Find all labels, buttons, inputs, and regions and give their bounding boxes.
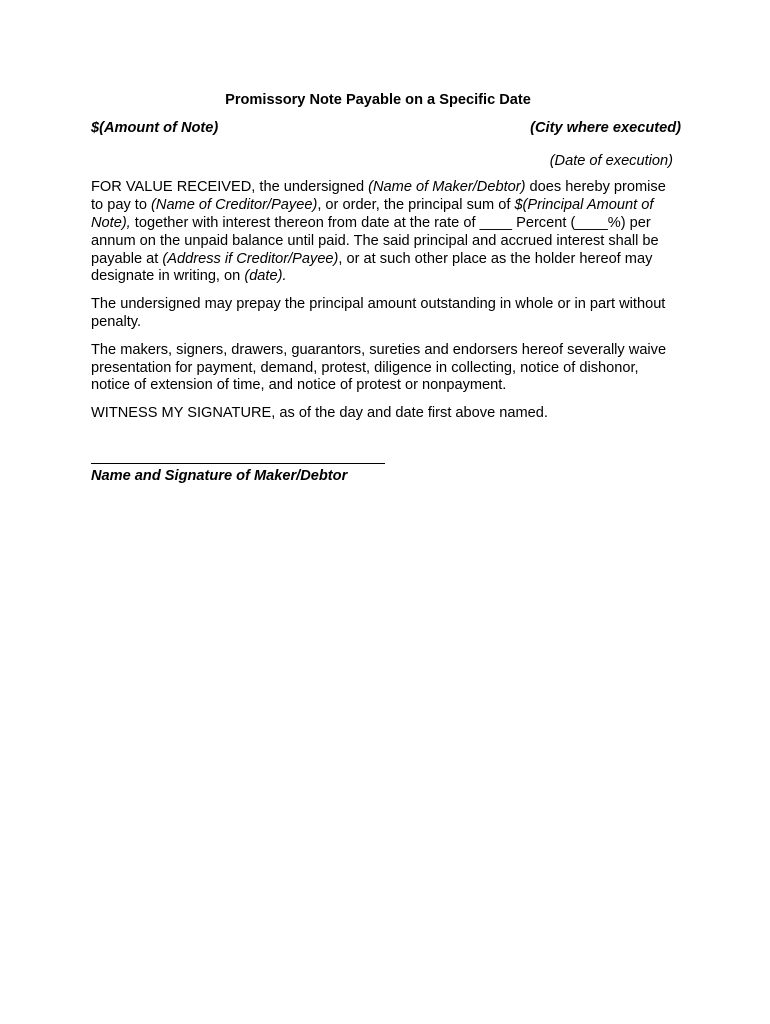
maker-debtor-name-placeholder: (Name of Maker/Debtor)	[368, 179, 526, 196]
amount-of-note-label: $(Amount of Note)	[91, 119, 219, 136]
document-page	[91, 92, 681, 486]
signature-line	[91, 463, 385, 464]
creditor-payee-name-placeholder: (Name of Creditor/Payee)	[151, 197, 318, 214]
para1-text-3: , or order, the principal sum of	[317, 197, 515, 214]
city-executed-label: (City where executed)	[530, 119, 681, 136]
paragraph-waiver: The makers, signers, drawers, guarantors, sureties and endorsers hereof severally waive presentation for payment, demand, protest, diligence in collecting, notice of dishonor, notice of extension of time, and notice of protest or nonpayment.	[91, 341, 667, 394]
para1-text-4: together with interest thereon from date at the rate of ____ Percent (____%) per annum on the unpaid balance until paid. The said principal and accrued interest shall be payable at	[91, 214, 659, 267]
header-row	[91, 120, 681, 138]
paragraph-witness: WITNESS MY SIGNATURE, as of the day and date first above named.	[91, 405, 548, 422]
due-date-placeholder: (date).	[244, 268, 287, 285]
creditor-address-placeholder: (Address if Creditor/Payee)	[162, 250, 339, 267]
document-title: Promissory Note Payable on a Specific Date	[225, 92, 531, 108]
principal-amount-placeholder: $(Principal Amount of Note),	[91, 197, 654, 231]
signature-label: Name and Signature of Maker/Debtor	[91, 467, 348, 484]
para1-text-1: FOR VALUE RECEIVED, the undersigned	[91, 179, 369, 196]
date-of-execution-label: (Date of execution)	[549, 152, 673, 169]
signature-block	[91, 463, 681, 486]
para1-text-2: does hereby promise to pay to	[91, 179, 666, 214]
paragraph-prepayment: The undersigned may prepay the principal amount outstanding in whole or in part without penalty.	[91, 296, 666, 330]
paragraph-value-received	[91, 179, 681, 286]
para1-text-5: , or at such other place as the holder hereof may designate in writing, on	[91, 250, 653, 285]
